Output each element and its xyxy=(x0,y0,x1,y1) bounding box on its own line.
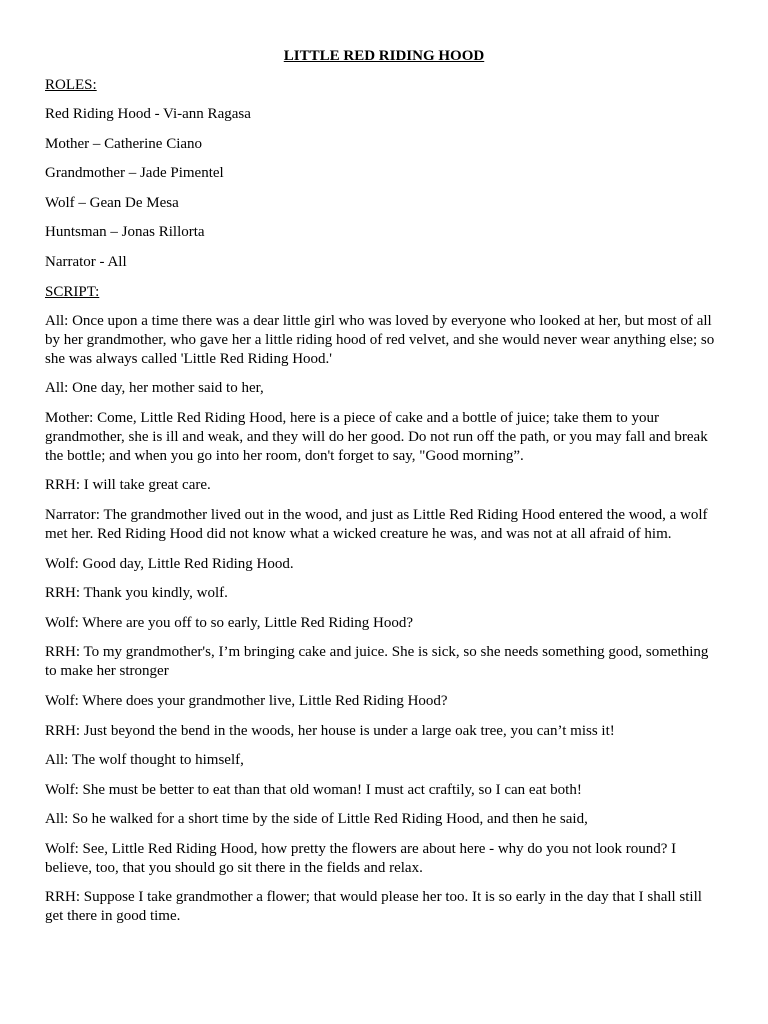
script-line: Wolf: Good day, Little Red Riding Hood. xyxy=(45,555,294,572)
role-line: Grandmother – Jade Pimentel xyxy=(45,165,224,182)
document-title: LITTLE RED RIDING HOOD xyxy=(283,48,485,64)
role-line: Huntsman – Jonas Rillorta xyxy=(45,224,205,241)
script-line: RRH: Just beyond the bend in the woods, her house is under a large oak tree, you can’t miss it! xyxy=(45,722,615,739)
script-line: Narrator: The grandmother lived out in the wood, and just as Little Red Riding Hood entered the wood, a wolf met her. Red Riding Hood did not know what a wicked creature he was, and was not at all afraid of him. xyxy=(45,506,708,542)
script-line: Wolf: Where are you off to so early, Little Red Riding Hood? xyxy=(45,614,414,631)
script-line: Wolf: Where does your grandmother live, Little Red Riding Hood? xyxy=(45,692,448,709)
script-line: All: The wolf thought to himself, xyxy=(45,752,244,769)
role-line: Mother – Catherine Ciano xyxy=(45,135,203,152)
role-line: Narrator - All xyxy=(45,253,127,270)
script-line: RRH: Thank you kindly, wolf. xyxy=(45,585,228,602)
script-line: RRH: I will take great care. xyxy=(45,477,211,494)
script-heading: SCRIPT: xyxy=(45,283,100,300)
document-page xyxy=(45,46,723,937)
script-line: All: One day, her mother said to her, xyxy=(45,380,264,397)
script-line: All: Once upon a time there was a dear little girl who was loved by everyone who looked at her, but most of all by her grandmother, who gave her a little riding hood of red velvet, and she would never wear anything else; so she was always called 'Little Red Riding Hood.' xyxy=(45,312,715,367)
script-line: All: So he walked for a short time by the side of Little Red Riding Hood, and then he said, xyxy=(45,811,588,828)
role-line: Wolf – Gean De Mesa xyxy=(45,194,179,211)
role-line: Red Riding Hood - Vi-ann Ragasa xyxy=(45,106,251,122)
script-line: Mother: Come, Little Red Riding Hood, here is a piece of cake and a bottle of juice; take them to your grandmother, she is ill and weak, and they will do her good. Do not run off the path, or you may fall and break the bottle; and when you go into her room, don't forget to say, "Good morning”. xyxy=(45,409,708,464)
script-line: RRH: Suppose I take grandmother a flower; that would please her too. It is so early in the day that I shall still get there in good time. xyxy=(45,889,702,925)
roles-heading: ROLES: xyxy=(45,77,97,93)
script-line: Wolf: See, Little Red Riding Hood, how pretty the flowers are about here - why do you not look round? I believe, too, that you should go sit there in the fields and relax. xyxy=(45,840,677,876)
script-line: RRH: To my grandmother's, I’m bringing cake and juice. She is sick, so she needs something good, something to make her stronger xyxy=(45,644,709,680)
script-line: Wolf: She must be better to eat than that old woman! I must act craftily, so I can eat both! xyxy=(45,781,582,798)
